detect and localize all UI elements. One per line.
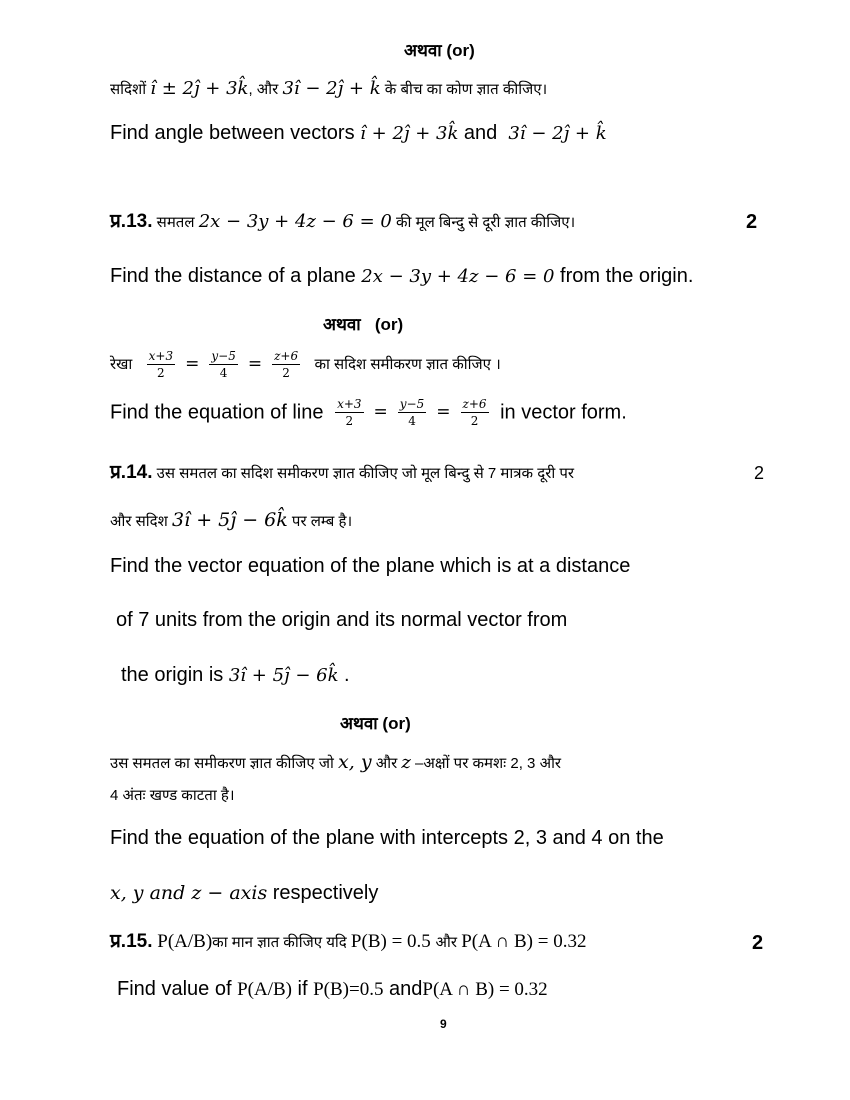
q14-or-english-line2 [110,883,378,903]
q15-english [117,979,548,999]
text: , और [248,81,283,98]
question-label: प्र.13. [110,211,153,232]
q14-hindi-line2 [110,511,352,530]
q14-english-line1: Find the vector equation of the plane which is at a distance [110,555,631,577]
math: î ± 2ĵ + 3k̂ [150,78,249,99]
fraction [209,350,237,379]
math: 3î + 5ĵ − 6k̂ [228,665,339,686]
math: P(B)=0.5 [313,979,384,1000]
q14-or-hindi-line1 [110,753,561,772]
text: और सदिश [110,513,173,530]
text: and [458,122,503,144]
fraction [461,398,489,427]
q15-hindi [110,932,586,951]
fraction [398,398,426,427]
marks: 2 [746,211,758,233]
question-label: प्र.14. [110,462,153,483]
text: रेखा [110,356,133,373]
math: P(A/B) [237,979,292,1000]
numerator: y−5 [399,397,425,411]
equals: = [185,354,200,374]
math: z [401,752,411,773]
q12-or-hindi [110,80,547,98]
or-heading: अथवा (or) [340,714,411,733]
text: उस समतल का सदिश समीकरण ज्ञात कीजिए जो मूल बिन्दु से 7 मात्रक दूरी पर [152,465,575,482]
text: का मान ज्ञात कीजिए यदि [212,934,351,951]
math: 3î − 2ĵ + k̂ [508,123,607,144]
q14-english-line3 [121,665,350,685]
marks: 2 [752,932,764,954]
marks: 2 [754,463,765,483]
text: Find the equation of line [110,401,324,424]
math: 3î − 2ĵ + k̂ [282,78,381,99]
math: 2x − 3y + 4z − 6 = 0 [198,211,392,232]
text: . [338,664,350,686]
q14-or-english-line1: Find the equation of the plane with intercepts 2, 3 and 4 on the [110,827,664,849]
text: और [435,934,462,951]
text: सदिशों [110,81,151,98]
equals: = [247,354,263,374]
denominator: 2 [345,414,354,428]
math: x, y and z − axis [110,882,268,904]
math: P(A/B) [152,931,213,952]
math: P(A ∩ B) = 0.32 [422,979,548,1000]
text: और [371,755,402,772]
fraction [272,350,300,379]
text: respectively [267,882,379,904]
denominator: 4 [408,414,416,428]
numerator: z+6 [274,349,299,363]
denominator: 2 [470,414,479,428]
text: उस समतल का समीकरण ज्ञात कीजिए जो [110,755,339,772]
q13-english [110,266,693,286]
numerator: z+6 [462,397,487,411]
text: समतल [152,214,199,231]
numerator: y−5 [211,349,236,363]
numerator: x+3 [148,349,174,363]
q14-hindi-line1 [110,463,574,482]
q13-or-english [110,398,627,427]
q12-or-english [110,123,607,143]
denominator: 2 [282,366,290,380]
math: P(A ∩ B) = 0.32 [461,931,587,952]
page-number: 9 [440,1017,447,1031]
text: the origin is [121,664,229,686]
math: 3î + 5ĵ − 6k̂ [172,509,288,531]
text: from the origin. [554,265,694,287]
q14-or-hindi-line2: 4 अंतः खण्ड काटता है। [110,787,235,804]
text: पर लम्ब है। [287,513,353,530]
denominator: 4 [219,366,228,380]
math: î + 2ĵ + 3k̂ [360,123,459,144]
denominator: 2 [157,366,165,380]
or-heading: अथवा (or) [404,41,475,60]
text: Find the distance of a plane [110,265,362,287]
text: Find value of [117,978,238,1000]
fraction [335,398,363,427]
text: की मूल बिन्दु से दूरी ज्ञात कीजिए। [391,214,576,231]
math: P(B) = 0.5 [350,931,436,952]
text: का सदिश समीकरण ज्ञात कीजिए । [314,356,501,373]
numerator: x+3 [337,397,362,411]
q13-hindi [110,212,575,231]
fraction [147,350,175,379]
text: and [383,978,423,1000]
or-heading: अथवा (or) [323,315,404,334]
equals: = [373,402,388,422]
equals: = [436,402,451,422]
math: x, y [338,751,372,773]
text: के बीच का कोण ज्ञात कीजिए। [380,81,548,98]
q14-english-line2: of 7 units from the origin and its normal vector from [116,609,568,631]
text: in vector form. [500,401,627,424]
text: –अक्षों पर कमशः 2, 3 और [410,755,562,772]
q13-or-hindi [110,350,501,379]
math: 2x − 3y + 4z − 6 = 0 [361,266,555,287]
text: if [291,978,314,1000]
text: Find angle between vectors [110,122,361,144]
question-label: प्र.15. [110,931,153,952]
